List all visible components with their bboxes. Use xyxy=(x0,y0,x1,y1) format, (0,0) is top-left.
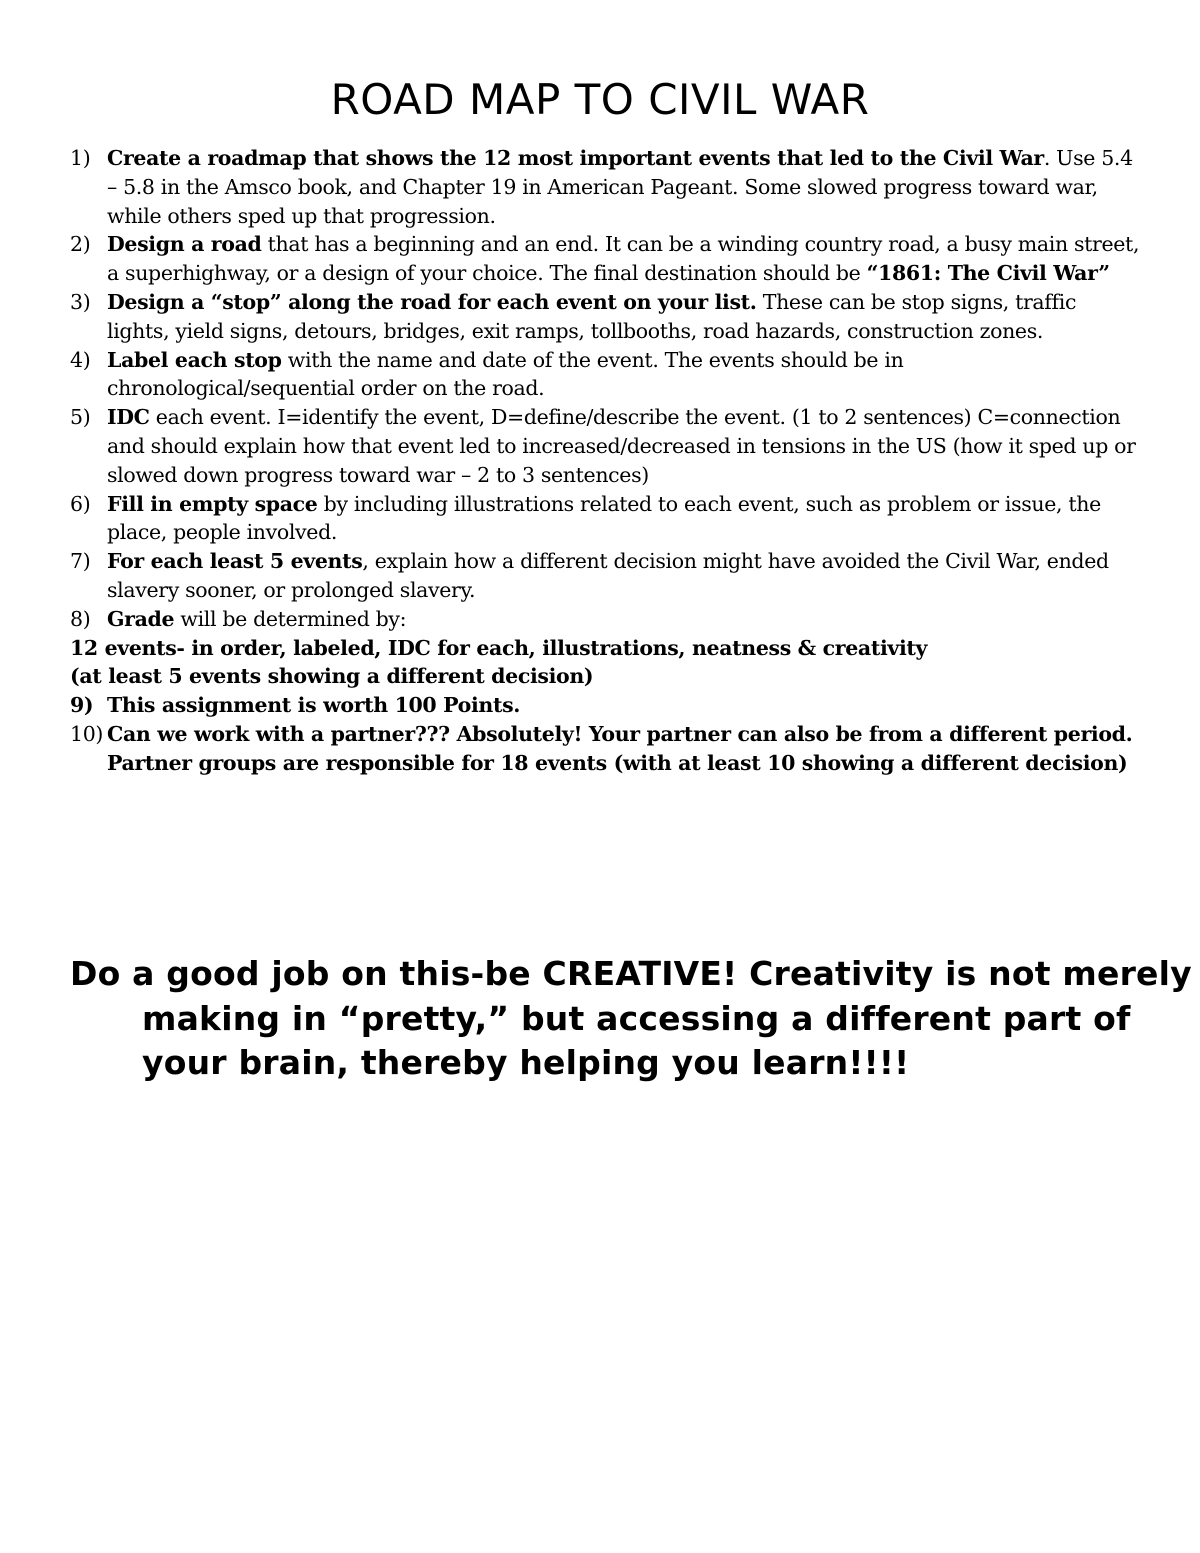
item-text: with the name and date of the event. The events should be in chronological/sequential order on the road. xyxy=(107,347,904,401)
item-number: 8) xyxy=(70,606,91,631)
list-item-9 xyxy=(70,691,1140,720)
list-item-3 xyxy=(70,288,1140,346)
grade-criteria-note: (at least 5 events showing a different decision) xyxy=(70,664,594,689)
item-text: , explain how a different decision might have avoided the Civil War, ended slavery sooner, or prolonged slavery. xyxy=(107,549,1109,602)
list-item-10 xyxy=(70,720,1140,778)
list-item-1 xyxy=(70,144,1140,230)
item-heading: IDC xyxy=(107,405,150,430)
item-number: 9) xyxy=(70,693,94,718)
item-text: that has a beginning and an end. It can be a winding country road, a busy main street, a superhighway, or a design of your choice. The final destination should be xyxy=(107,232,1140,286)
item-heading: Create a roadmap that shows the 12 most important events that led to the Civil War xyxy=(107,146,1044,170)
list-item-6 xyxy=(70,490,1140,548)
item-number: 7) xyxy=(70,549,91,574)
item-text: each event. I=identify the event, D=define/describe the event. (1 to 2 sentences) C=connection and should explain how that event led to increased/decreased in tensions in the US (how it sped up or slowed down progress toward war – 2 to 3 sentences) xyxy=(107,405,1136,487)
list-item-7 xyxy=(70,547,1140,605)
item-heading: Can we work with a partner??? Absolutely! Your partner can also be from a different period. Partner groups are responsible for 18 events (with at least 10 showing a different decision) xyxy=(107,721,1133,775)
item-text: These can be stop signs, traffic lights, yield signs, detours, bridges, exit ramps, tollbooths, road hazards, construction zones. xyxy=(107,289,1077,343)
item-text: will be determined by: xyxy=(174,606,407,631)
item-number: 4) xyxy=(70,347,91,372)
item-number: 1) xyxy=(70,146,91,170)
grade-criteria-line: 12 events- in order, labeled, IDC for each, illustrations, neatness & creativity xyxy=(70,635,928,660)
item-heading: Label each stop xyxy=(107,347,282,372)
item-number: 6) xyxy=(70,491,91,516)
item-heading: Grade xyxy=(107,606,175,631)
item-heading: Design a “stop” along the road for each event on your list. xyxy=(107,289,757,314)
item-heading: For each least 5 events xyxy=(107,549,363,574)
item-heading: Fill in empty space xyxy=(107,491,318,516)
closing-message: Do a good job on this-be CREATIVE! Creativity is not merely making in “pretty,” but accessing a different part of your brain, thereby helping you learn!!!! xyxy=(70,954,1192,1082)
item-heading: This assignment is worth 100 Points. xyxy=(107,693,521,718)
item-text: . Use 5.4 – 5.8 in the Amsco book, and Chapter 19 in American Pageant. Some slowed progress toward war, while others sped up that progression. xyxy=(107,146,1133,228)
page-title: ROAD MAP TO CIVIL WAR xyxy=(330,75,870,124)
item-number: 5) xyxy=(70,405,91,430)
item-destination: “1861: The Civil War” xyxy=(866,261,1110,286)
item-number: 10) xyxy=(70,721,104,746)
instruction-list xyxy=(70,144,1140,778)
item-text: by including illustrations related to each event, such as problem or issue, the place, people involved. xyxy=(107,491,1101,545)
list-item-2 xyxy=(70,230,1140,288)
list-item-4 xyxy=(70,346,1140,404)
list-item-5 xyxy=(70,403,1140,489)
list-item-8 xyxy=(70,605,1140,634)
item-heading: Design a road xyxy=(107,232,262,257)
item-number: 2) xyxy=(70,232,91,257)
item-number: 3) xyxy=(70,289,91,314)
